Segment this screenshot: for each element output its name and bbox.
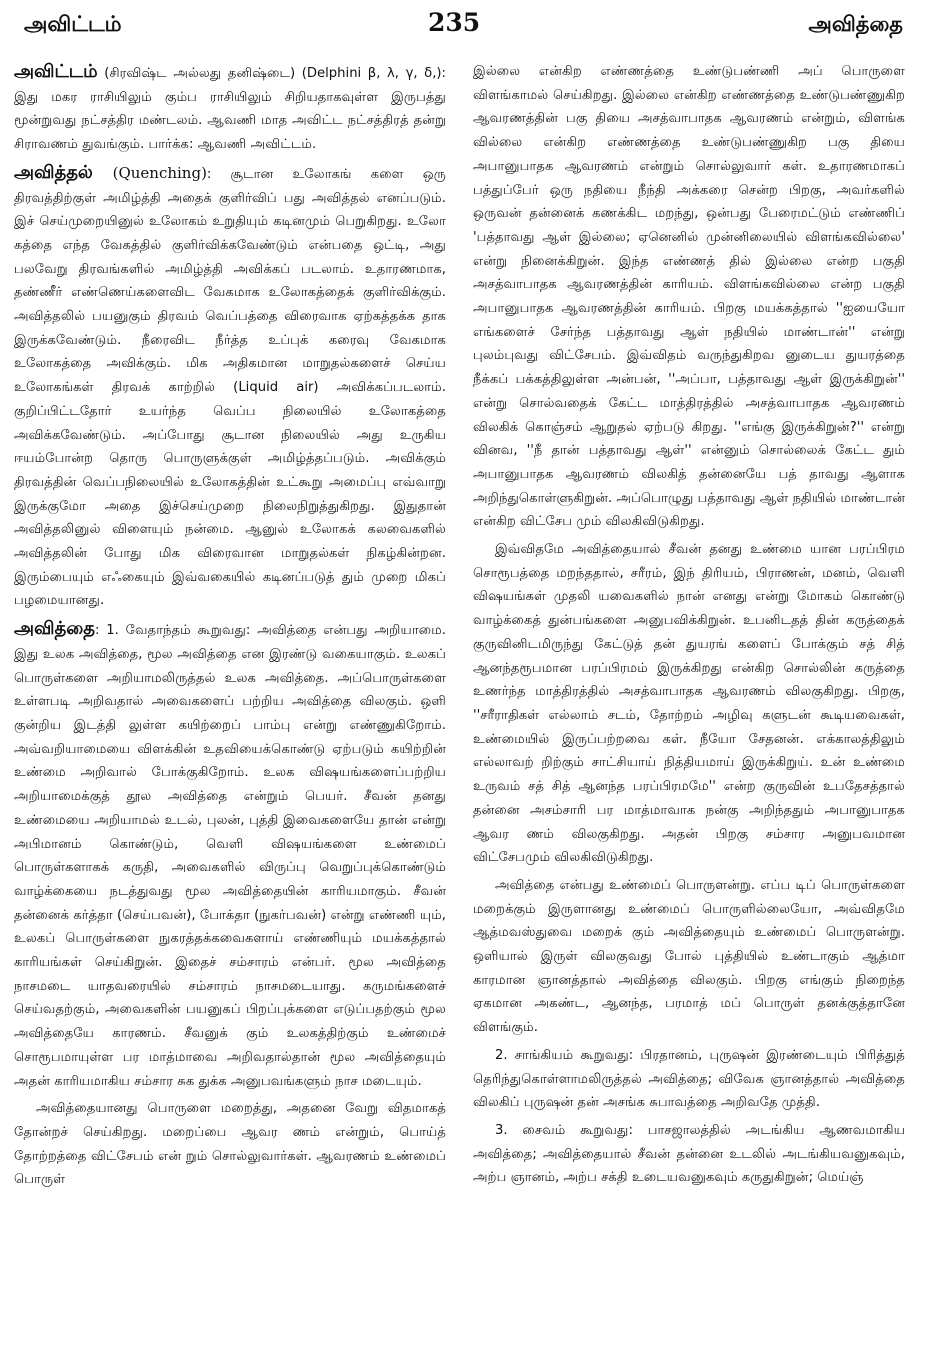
page-header (0, 8, 927, 42)
paragraph: இவ்விதமே அவித்தையால் சீவன் தனது உண்மை யான பரப்பிரம சொரூபத்தை மறந்ததால், சரீரம், இந் திரியம், பிராணன், மனம், வெளி விஷயங்கள் முதலி யவைகளில் நான் எனது என்று மோகம் கொண்டு வாழ்க்கைத் துன்பங்களை அனுபவிக்கிறுன். உபனிடதத் தின் கருத்தைக் குருவினிடமிருந்து கேட்டுத் தன் துயரங் களைப் போக்கும் சத் சித் ஆனந்தரூபமான பரப்பிரமம் இருக்கிறது என்கிற சொல்லின் கருத்தை உணர்ந்த மாத்திரத்தில் அசத்வாபாதக ஆவரணம் விலகுகிறது. பிறகு, ''சரீராதிகள் எல்லாம் சடம், தோற்றம் அழிவு களுடன் கூடியவைகள், உண்மையில் இருப்பற்றவை கள். நீயோ சேதனன். எக்காலத்திலும் எல்லாவற் றிற்கும் சாட்சியாய் நித்தியமாய் இருக்கிறுய். உன் உண்மை உருவம் சத் சித் ஆனந்த பரப்பிரமமே'' என்ற குருவின் உபதேசத்தால் தன்னை அசம்சாரி பர மாத்மாவாக நன்கு அறிந்ததும் அபானுபாதக ஆவர ணம் விலகுகிறது. அதன் பிறகு சம்சார அனுபவமான விட்சேபமும் விலகிவிடுகிறது. (473, 542, 905, 866)
right-column (473, 60, 905, 1356)
entry-body: (சிரவிஷ்ட அல்லது தனிஷ்டை) (Delphini β, λ, γ, δ,): இது மகர ராசியிலும் கும்ப ராசியிலும் சிறியதாகவுள்ள இருபத்து மூன்றுவது நட்சத்திர மண்டலம். ஆவணி மாத அவிட்ட நட்சத்திரத் தன்று சிராவணம் துவங்கும். பார்க்க: ஆவணி அவிட்டம். (14, 66, 446, 153)
paragraph: 3. சைவம் கூறுவது: பாசஜாலத்தில் அடங்கிய ஆணவமாகிய அவித்தை; அவித்தையால் சீவன் தன்னை உடலில் அடங்கியவனுகவும், அற்ப ஞானம், அற்ப சக்தி உடையவனுகவும் கருதுகிறுன்; மெய்ஞ் (473, 1122, 905, 1186)
left-column (14, 60, 446, 1356)
paragraph: அவித்தையானது பொருளை மறைத்து, அதனை வேறு விதமாகத் தோன்றச் செய்கிறது. மறைப்பை ஆவர ணம் என்றும், பொய்த் தோற்றத்தை விட்சேபம் என் றும் சொல்லுவார்கள். ஆவரணம் உண்மைப் பொருள் (14, 1101, 446, 1188)
entry-aviththai (14, 617, 446, 1093)
entry-avittam (14, 60, 446, 157)
paragraph: இல்லை என்கிற எண்ணத்தை உண்டுபண்ணி அப் பொருளை விளங்காமல் செய்கிறது. இல்லை என்கிற எண்ணத்தை உண்டுபண்ணுகிற ஆவரணத்தின் பகு தியை அசத்வாபாதக ஆவரணம் என்றும், விளங்க வில்லை என்கிற எண்ணத்தை உண்டுபண்ணுகிற பகு தியை அபானுபாதக ஆவரணம் என்றும் சொல்லுவார் கள். உதாரணமாகப் பத்துப்பேர் ஒரு நதியை நீந்தி அக்கரை சென்ற பிறகு, அவர்களில் ஒருவன் தன்னைக் கணக்கிட மறந்து, ஒன்பது பேரைமட்டும் எண்ணிப் 'பத்தாவது ஆள் இல்லை; ஏனெனில் முன்னிலையில் விளங்கவில்லை' என்று நினைக்கிறுன். இந்த எண்ணத் தில் இல்லை என்ற பகுதி அசத்வாபாதக ஆவரணத்தின் காரியம். விளங்கவில்லை என்ற பகுதி அபானுபாதக ஆவரணத்தின் காரியம். பிறகு மயக்கத்தால் ''ஐயையோ எங்களைச் சேர்ந்த பத்தாவது ஆள் நதியில் மாண்டான்'' என்று புலம்புவது விட்சேபம். இவ்விதம் வருந்துகிறவ னுடைய துயரத்தை நீக்கப் பக்கத்திலுள்ள அன்பன், ''அப்பா, பத்தாவது ஆள் இருக்கிறுன்'' என்று சொல்வதைக் கேட்ட மாத்திரத்தில் அசத்வாபாதக ஆவரணம் விலகிக் கொஞ்சம் ஆறுதல் ஏற்படு கிறது. ''எங்கு இருக்கிறுன்?'' என்று வினவ, ''நீ தான் பத்தாவது ஆள்'' என்னும் சொல்லைக் கேட்ட தும் அபானுபாதக ஆவரணம் விலகித் தன்னையே பத் தாவது ஆளாக அறிந்துகொள்ளுகிறுன். அப்பொழுது பத்தாவது ஆள் நதியில் மாண்டான் என்கிற விட்சேப மும் விலகிவிடுகிறது. (473, 64, 905, 530)
running-head-left: அவிட்டம் (24, 12, 122, 36)
page-number: 235 (428, 8, 481, 37)
english-term: (Quenching) (92, 163, 207, 182)
paragraph: அவித்தை என்பது உண்மைப் பொருளன்று. எப்ப டிப் பொருள்களை மறைக்கும் இருளானது உண்மைப் பொருளில்லையோ, அவ்விதமே ஆத்மவஸ்துவை மறைக் கும் அவித்தையும் உண்மைப் பொருளன்று. ஒளியால் இருள் விலகுவது போல் புத்தியில் உண்டாகும் ஆத்மா காரமான ஞானத்தால் அவித்தை விலகும். பிறகு எங்கும் நிறைந்த ஏகமான அகண்ட, ஆனந்த, பரமாத் மப் பொருள் தனக்குத்தானே விளங்கும். (473, 877, 905, 1036)
headword: அவிட்டம் (14, 61, 98, 82)
entry-aviththal (14, 161, 446, 613)
entry-body: : சூடான உலோகங் களை ஒரு திரவத்திற்குள் அமிழ்த்தி அதைக் குளிர்விப் பது அவித்தல் எனப்படும். இச் செய்முறையினுல் உலோகம் உறுதியும் கடினமும் பெறுகிறது. உலோ கத்தை எந்த வேகத்தில் குளிர்விக்கவேண்டும் என்பதை ஒட்டி, அது பலவேறு திரவங்களில் அமிழ்த்தி அவிக்கப் படலாம். உதாரணமாக, தண்ணீர் எண்ணெய்களைவிட வேகமாக உலோகத்தைக் குளிர்விக்கும். அவித்தலில் பயனுகும் திரவம் வெப்பத்தை விரைவாக ஏற்கத்தக்க தாக இருக்கவேண்டும். நீரைவிட நீர்த்த உப்புக் கரைவு வேகமாக உலோகத்தை அவிக்கும். மிக அதிகமான மாறுதல்களைச் செய்ய உலோகங்கள் திரவக் காற்றில் (Liquid air) அவிக்கப்படலாம். குறிப்பிட்டதோர் உயர்ந்த வெப்ப நிலையில் உலோகத்தை அவிக்கவேண்டும். அப்போது சூடான நிலையில் அது உருகிய ஈயம்போன்ற தொரு பொருளுக்குள் அமிழ்த்தப்படும். அவிக்கும் திரவத்தின் வெப்பநிலையில் உலோகத்தின் உட்கூறு அமைப்பு எவ்வாறு இருக்குமோ அதை இச்செய்முறை நிலைநிறுத்துகிறது. இதுதான் அவித்தலினுல் விளையும் நன்மை. ஆனுல் உலோகக் கலவைகளில் அவித்தலின் போது மிக விரைவான மாறுதல்கள் நிகழ்கின்றன. இரும்பையும் எஃகையும் இவ்வகையில் கடினப்படுத் தும் முறை மிகப் பழமையானது. (14, 166, 446, 609)
entry-body: : 1. வேதாந்தம் கூறுவது: அவித்தை என்பது அறியாமை. இது உலக அவித்தை, மூல அவித்தை என இரண்டு வகையாகும். உலகப் பொருள்களை அறியாமலிருத்தல் உலக அவித்தை. அப்பொருள்களை உள்ளபடி அறிவதால் அவைகளைப் பற்றிய அவித்தை விலகும். ஒளி குன்றிய இடத்தி லுள்ள கயிற்றைப் பாம்பு என்று எண்ணுகிறோம். அவ்வறியாமையை விளக்கின் உதவியைக்கொண்டு ஏற்படும் கயிற்றின் உண்மை அறிவால் போக்குகிறோம். உலக விஷயங்களைப்பற்றிய அறியாமைக்குத் தூல அவித்தை என்றும் பெயர். சீவன் தனது உண்மையை அறியாமல் உடல், புலன், புத்தி இவைகளையே தான் என்று அபிமானம் கொண்டும், வெளி விஷயங்களை உண்மைப் பொருள்களாகக் கருதி, அவைகளில் விருப்பு வெறுப்புக்கொண்டும் வாழ்க்கையை நடத்துவது மூல அவித்தையின் காரியமாகும். சீவன் தன்னைக் கர்த்தா (செய்பவன்), போக்தா (நுகர்பவன்) என்று எண்ணி யும், உலகப் பொருள்களை நுகரத்தக்கவைகளாய் எண்ணியும் மயக்கத்தால் காரியங்கள் செய்கிறுன். இதைச் சம்சாரம் என்பர். மூல அவித்தை நாசமடை யாதவரையில் சம்சாரம் நாசமடையாது. கருமங்களைச் செய்வதற்கும், அவைகளின் பயனுகப் பிறப்புக்களை எடுப்பதற்கும் மூல அவித்தையே காரணம். சீவனுக் கும் உலகத்திற்கும் உண்மைச் சொரூபமாயுள்ள பர மாத்மாவை அறிவதால்தான் மூல அவித்தையும் அதன் காரியமாகிய சம்சார சுக துக்க அனுபவங்களும் நாச மடையும். (14, 623, 446, 1089)
running-head-right: அவித்தை (808, 12, 903, 36)
headword: அவித்தை (14, 618, 95, 640)
paragraph: 2. சாங்கியம் கூறுவது: பிரதானம், புருஷன் இரண்டையும் பிரித்துத் தெரிந்துகொள்ளாமலிருத்தல் அவித்தை; விவேக ஞானத்தால் அவித்தை விலகிப் புருஷன் தன் அசங்க சுபாவத்தை அறிவதே முத்தி. (473, 1047, 905, 1111)
headword: அவித்தல் (14, 161, 93, 183)
